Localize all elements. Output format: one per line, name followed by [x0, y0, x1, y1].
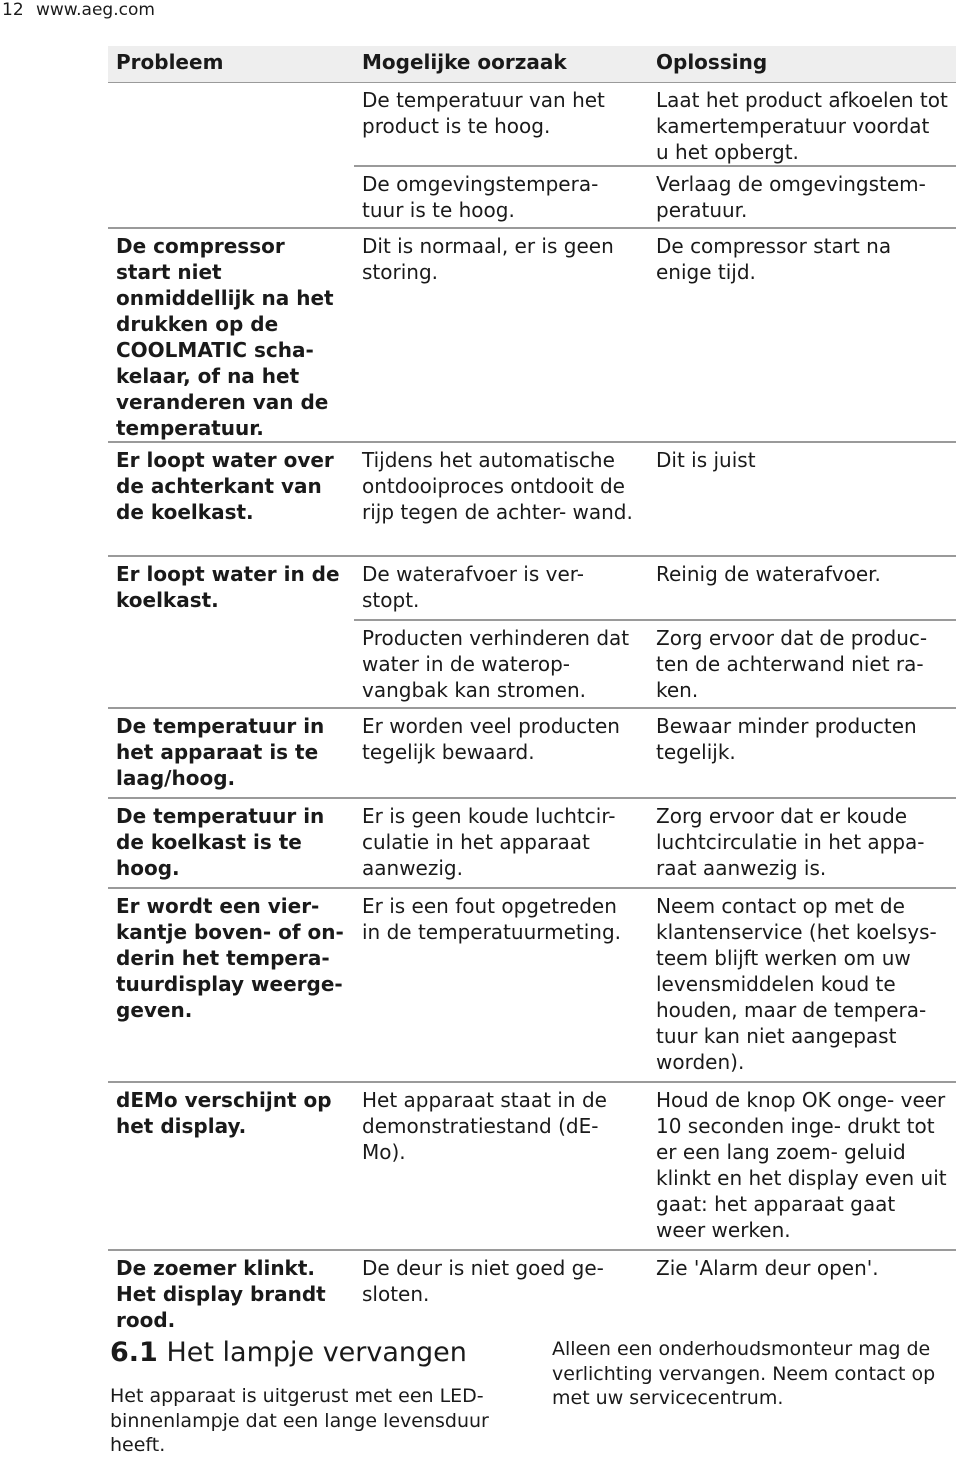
problem-cell: Er wordt een vier- kantje boven- of on- derin het tempera- tuurdisplay weerge- geven.: [108, 888, 354, 1082]
solution-cell: Zorg ervoor dat de produc- ten de achterwand niet ra- ken.: [648, 620, 956, 708]
table-row: [108, 442, 956, 556]
problem-cell: Er loopt water over de achterkant van de koelkast.: [108, 442, 354, 556]
problem-cell: [108, 166, 354, 228]
table-header-row: [108, 46, 956, 83]
cause-cell: Producten verhinderen dat water in de waterop- vangbak kan stromen.: [354, 620, 648, 708]
cause-cell: Dit is normaal, er is geen storing.: [354, 228, 648, 442]
troubleshooting-table: [108, 46, 956, 1338]
problem-cell: Er loopt water in de koelkast.: [116, 562, 340, 612]
section-title: Het lampje vervangen: [166, 1337, 467, 1368]
table-row: [108, 620, 956, 708]
cause-cell: Het apparaat staat in de demonstratiestand (dE- Mo).: [354, 1082, 648, 1250]
solution-cell: Houd de knop OK onge- veer 10 seconden inge- drukt tot er een lang zoem- geluid klinkt en het display even uit gaat: het apparaat gaat weer werken.: [648, 1082, 956, 1250]
section-number: 6.1: [110, 1337, 158, 1368]
solution-cell: Zorg ervoor dat er koude luchtcirculatie in het appa- raat aanwezig is.: [648, 798, 956, 888]
solution-cell: Bewaar minder producten tegelijk.: [648, 708, 956, 798]
solution-cell: Dit is juist: [648, 442, 956, 556]
column-header-solution: Oplossing: [648, 46, 956, 83]
solution-cell: Reinig de waterafvoer.: [648, 556, 956, 620]
problem-cell: De zoemer klinkt. Het display brandt rood.: [116, 1256, 326, 1332]
problem-cell: [108, 83, 354, 167]
cause-cell: Er is een fout opgetreden in de temperatuurmeting.: [354, 888, 648, 1082]
problem-cell: De temperatuur in de koelkast is te hoog.: [108, 798, 354, 888]
cause-cell: De omgevingstempera- tuur is te hoog.: [354, 166, 648, 228]
section-heading: [110, 1336, 467, 1370]
table-row: [108, 228, 956, 442]
cause-cell: Er worden veel producten tegelijk bewaard.: [354, 708, 648, 798]
website-link[interactable]: www.aeg.com: [36, 0, 155, 20]
solution-cell: Verlaag de omgevingstem- peratuur.: [648, 166, 956, 228]
table-row: [108, 556, 956, 620]
problem-cell: [108, 620, 354, 708]
solution-cell: De compressor start na enige tijd.: [648, 228, 956, 442]
cause-cell: Tijdens het automatische ontdooiproces ontdooit de rijp tegen de achter- wand.: [354, 442, 648, 556]
table-row: [108, 708, 956, 798]
solution-cell: Neem contact op met de klantenservice (het koelsys- teem blijft werken om uw levensmiddelen koud te houden, maar de tempera- tuur kan niet aangepast worden).: [648, 888, 956, 1082]
table-row: [108, 888, 956, 1082]
column-header-cause: Mogelijke oorzaak: [354, 46, 648, 83]
table-row: [108, 798, 956, 888]
table-row: [108, 1082, 956, 1250]
table-row: [108, 1250, 956, 1338]
problem-cell: De temperatuur in het apparaat is te laag/hoog.: [108, 708, 354, 798]
page-number: 12: [2, 0, 24, 20]
problem-cell: De compressor start niet onmiddellijk na het drukken op de COOLMATIC scha- kelaar, of na het veranderen van de temperatuur.: [108, 228, 354, 442]
column-header-problem: Probleem: [108, 46, 354, 83]
cause-cell: De temperatuur van het product is te hoog.: [354, 83, 648, 167]
problem-cell: dEMo verschijnt op het display.: [108, 1082, 354, 1250]
solution-cell: Zie 'Alarm deur open'.: [656, 1256, 879, 1280]
cause-cell: De waterafvoer is ver- stopt.: [354, 556, 648, 620]
cause-cell: De deur is niet goed ge- sloten.: [362, 1256, 604, 1306]
section-paragraph: Het apparaat is uitgerust met een LED- binnenlampje dat een lange levensduur heeft.: [110, 1385, 489, 1456]
cause-cell: Er is geen koude luchtcir- culatie in het apparaat aanwezig.: [354, 798, 648, 888]
table-row: [108, 83, 956, 167]
side-paragraph: Alleen een onderhoudsmonteur mag de verlichting vervangen. Neem contact op met uw servicecentrum.: [552, 1338, 936, 1409]
table-row: [108, 166, 956, 228]
solution-cell: Laat het product afkoelen tot kamertemperatuur voordat u het opbergt.: [648, 83, 956, 167]
